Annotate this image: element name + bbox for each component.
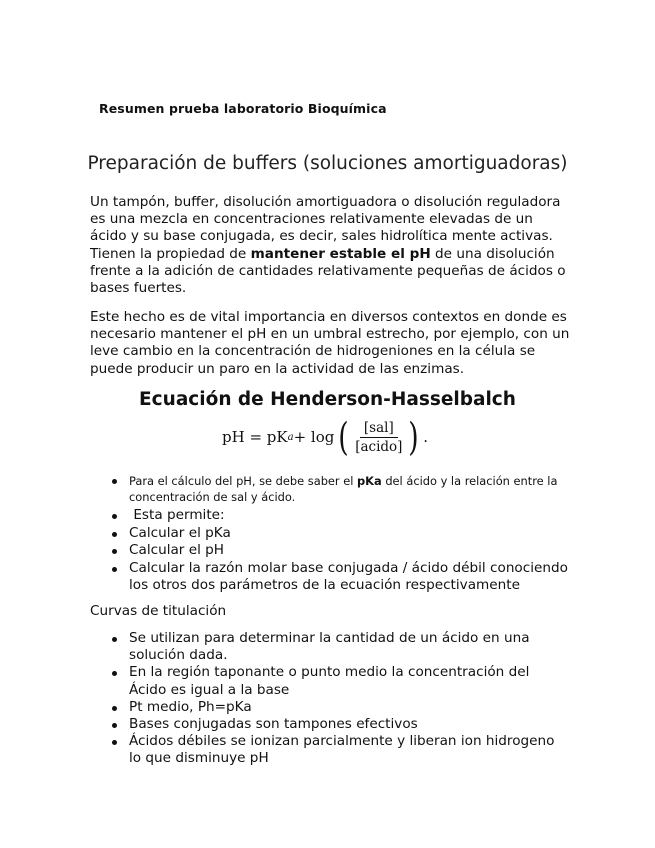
titration-list [129, 630, 569, 768]
formula-period: . [423, 428, 429, 446]
list-item-text: del ácido y la relación entre la concentración de sal y ácido. [129, 474, 558, 504]
equation-heading: Ecuación de Henderson-Hasselbalch [139, 389, 516, 410]
fraction-numerator: [sal] [360, 420, 398, 438]
formula-fraction-group [336, 415, 421, 459]
formula-subscript: a [287, 431, 294, 443]
list-item [129, 525, 569, 543]
bold-phrase: mantener estable el pH [250, 245, 431, 262]
list-item [129, 473, 569, 505]
left-paren: ( [338, 415, 349, 459]
bullet-icon [112, 671, 117, 676]
formula-lhs: pH = pK [222, 428, 288, 446]
bullet-icon [112, 723, 117, 728]
bullet-icon [112, 514, 117, 519]
list-item-text: Bases conjugadas son tampones efectivos [129, 716, 418, 733]
list-item [129, 699, 569, 716]
right-paren: ) [408, 415, 420, 459]
list-item-text: Ácidos débiles se ionizan parcialmente y liberan ion hidrogeno lo que disminuye pH [129, 733, 555, 767]
list-item-text: Para el cálculo del pH, se debe saber el [129, 474, 358, 488]
equation-notes-list [129, 473, 569, 595]
bullet-icon [112, 532, 117, 537]
list-item-text: En la región taponante o punto medio la concentración del Ácido es igual a la base [129, 664, 530, 698]
formula-fraction [351, 420, 406, 455]
bold-term: pKa [357, 474, 382, 488]
list-item-text: Esta permite: [129, 507, 225, 523]
list-item [129, 542, 569, 560]
list-item-text: Pt medio, Ph=pKa [129, 698, 252, 715]
bullet-icon [112, 479, 117, 484]
titration-curves-heading: Curvas de titulación [90, 603, 227, 619]
bullet-icon [112, 567, 117, 572]
list-item [129, 733, 569, 767]
list-item-text: Se utilizan para determinar la cantidad de un ácido en una solución dada. [129, 630, 530, 664]
bullet-icon [112, 706, 117, 711]
list-item [129, 630, 569, 664]
fraction-denominator: [acido] [355, 438, 403, 455]
list-item-text: Calcular el pH [129, 542, 225, 559]
bullet-icon [112, 549, 117, 554]
bullet-icon [112, 740, 117, 745]
bullet-icon [112, 637, 117, 642]
list-item [129, 664, 569, 698]
list-item [129, 507, 569, 525]
list-item [129, 560, 569, 595]
formula-operator: + log [293, 428, 335, 446]
paragraph-buffer-definition [90, 194, 570, 297]
paragraph-text: de una disolución frente a la adición de cantidades relativamente pequeñas de ácidos o bases fuertes. [90, 245, 566, 297]
henderson-hasselbalch-formula [222, 417, 428, 457]
paragraph-text: Un tampón, buffer, disolución amortiguadora o disolución reguladora es una mezcla en concentraciones relativamente elevadas de un ácido y su base conjugada, es decir, sales hidrolítica mente activas. Tienen la propiedad de [90, 194, 561, 262]
list-item-text: Calcular la razón molar base conjugada / ácido débil conociendo los otros dos parámetros de la ecuación respectivamente [129, 559, 568, 594]
list-item-text: Calcular el pKa [129, 524, 231, 541]
section-title: Preparación de buffers (soluciones amortiguadoras) [87, 153, 568, 174]
document-header: Resumen prueba laboratorio Bioquímica [99, 101, 387, 116]
paragraph-importance: Este hecho es de vital importancia en diversos contextos en donde es necesario mantener el pH en un umbral estrecho, por ejemplo, con un leve cambio en la concentración de hidrogeniones en la célula se puede producir un paro en la actividad de las enzimas. [90, 309, 570, 377]
list-item [129, 716, 569, 733]
